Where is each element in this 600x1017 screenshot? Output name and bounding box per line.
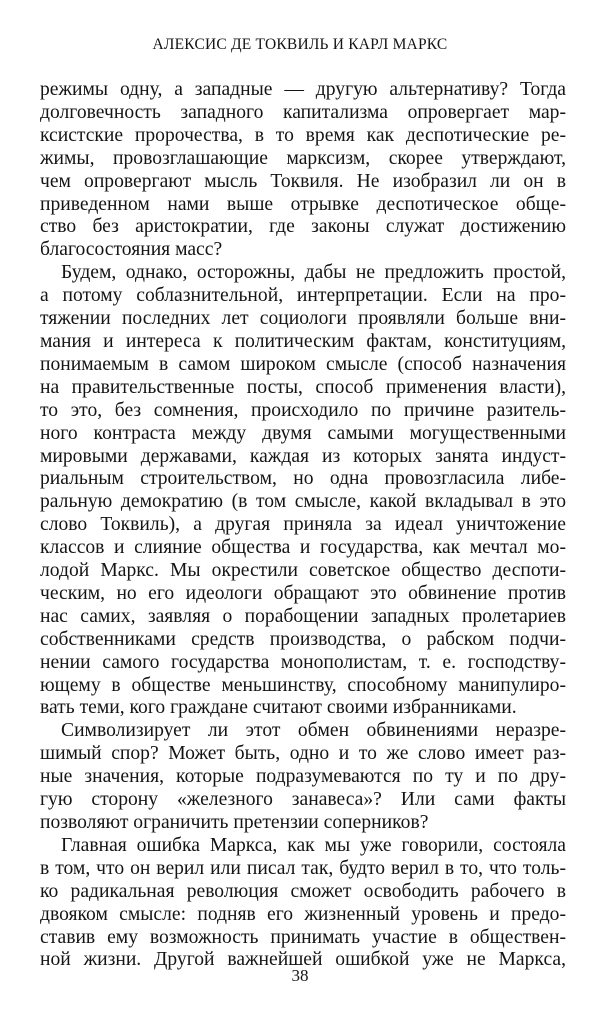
text-line: двояком смысле: подняв его жизненный уровень и предо- xyxy=(40,903,566,925)
text-line: позволяют ограничить претензии соперников? xyxy=(40,812,429,833)
text-line: гую сторону «железного занавеса»? Или сами факты xyxy=(40,789,566,811)
text-line: ного контраста между двумя самыми могущественными xyxy=(40,422,566,444)
paragraph xyxy=(40,79,566,262)
text-line: мания и интереса к политическим фактам, конституциям, xyxy=(40,330,566,352)
paragraph xyxy=(40,720,566,835)
text-line: режимы одну, а западные — другую альтернативу? Тогда xyxy=(40,79,566,100)
page-body xyxy=(40,79,566,972)
text-line: ставив ему возможность принимать участие в обществен- xyxy=(40,926,566,948)
text-line: жимы, провозглашающие марксизм, скорее утверждают, xyxy=(40,147,566,169)
text-line: то это, без сомнения, происходило по причине разитель- xyxy=(40,399,566,421)
text-line: Главная ошибка Маркса, как мы уже говорили, состояла xyxy=(61,834,566,856)
text-line: нении самого государства монополистам, т. е. господству- xyxy=(40,651,566,673)
text-line: на правительственные посты, способ применения власти), xyxy=(40,376,566,398)
text-line: ральную демократию (в том смысле, какой вкладывал в это xyxy=(40,491,566,513)
text-line: ко радикальная революция сможет освободить рабочего в xyxy=(40,880,566,902)
text-line: лодой Маркс. Мы окрестили советское общество деспоти- xyxy=(40,560,566,582)
text-line: Будем, однако, осторожны, дабы не предложить простой, xyxy=(61,262,566,284)
running-header: АЛЕКСИС ДЕ ТОКВИЛЬ И КАРЛ МАРКС xyxy=(152,36,448,53)
text-line: благосостояния масс? xyxy=(40,239,223,261)
text-line: собственниками средств производства, о рабском подчи- xyxy=(40,628,566,650)
text-line: чем опровергают мысль Токвиля. Не изобразил ли он в xyxy=(40,170,566,192)
text-line: ксистские пророчества, в то время как деспотические ре- xyxy=(40,124,566,146)
text-line: шимый спор? Может быть, одно и то же слово имеет раз- xyxy=(40,743,566,765)
text-line: слово Токвиль), а другая приняла за идеал уничтожение xyxy=(40,514,566,536)
page-number: 38 xyxy=(291,966,309,985)
paragraph xyxy=(40,262,566,720)
text-line: ческим, но его идеологи обращают это обвинение против xyxy=(40,582,566,604)
text-line: ной жизни. Другой важнейшей ошибкой уже не Маркса, xyxy=(40,949,566,971)
text-line: долговечность западного капитализма опровергает мар- xyxy=(40,101,566,123)
text-line: нас самих, заявляя о порабощении западных пролетариев xyxy=(40,605,566,627)
text-line: риальным строительством, но одна провозгласила либе- xyxy=(40,468,566,490)
text-line: тяжении последних лет социологи проявляли больше вни- xyxy=(40,308,566,330)
text-line: ные значения, которые подразумеваются по ту и по дру- xyxy=(40,766,566,788)
text-line: Символизирует ли этот обмен обвинениями неразре- xyxy=(61,720,566,742)
text-line: классов и слияние общества и государства, как мечтал мо- xyxy=(40,537,566,559)
text-line: ющему в обществе меньшинству, способному манипулиро- xyxy=(40,674,566,696)
text-line: вать теми, кого граждане считают своими избранниками. xyxy=(40,697,517,719)
text-line: понимаемым в самом широком смысле (способ назначения xyxy=(40,353,566,375)
text-line: в том, что он верил или писал так, будто верил в то, что толь- xyxy=(40,857,566,879)
text-line: а потому соблазнительной, интерпретации. Если на про- xyxy=(40,285,566,307)
paragraph xyxy=(40,835,566,972)
text-line: ство без аристократии, где законы служат достижению xyxy=(40,216,566,238)
text-line: мировыми державами, каждая из которых занята индуст- xyxy=(40,445,566,467)
text-line: приведенном нами выше отрывке деспотическое обще- xyxy=(40,193,566,215)
